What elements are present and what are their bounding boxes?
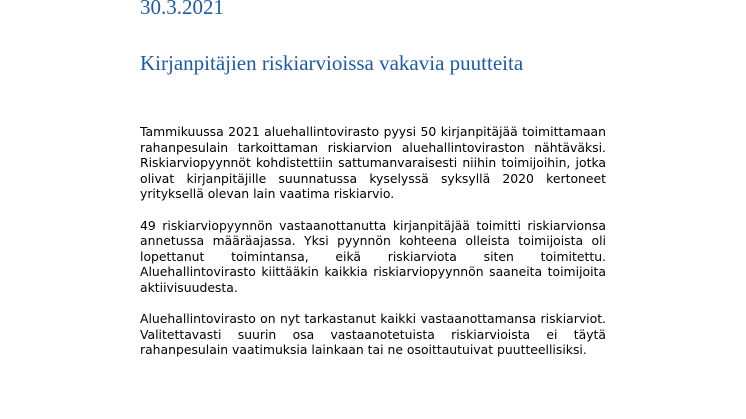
paragraph: Tammikuussa 2021 aluehallintovirasto pyysi 50 kirjanpitäjää toimittamaan rahanpesulain tarkoittaman riskiarvion aluehallintoviraston nähtäväksi. Riskiarviopyynnöt kohdistettiin sattumanvaraisesti niihin toimijoihin, jotka olivat kirjanpitäjille suunnatussa kyselyssä syksyllä 2020 kertoneet yrityksellä olevan lain vaatima riskiarvio. bbox=[140, 124, 606, 202]
article-body bbox=[140, 124, 606, 374]
paragraph: Aluehallintovirasto on nyt tarkastanut kaikki vastaanottamansa riskiarviot. Valitettavasti suurin osa vastaanotetuista riskiarvioista ei täytä rahanpesulain vaatimuksia lainkaan tai ne osoittautuivat puutteellisiksi. bbox=[140, 311, 606, 358]
paragraph: 49 riskiarviopyynnön vastaanottanutta kirjanpitäjää toimitti riskiarvionsa annetussa määräajassa. Yksi pyynnön kohteena olleista toimijoista oli lopettanut toimintansa, eikä riskiarviota siten toimitettu. Aluehallintovirasto kiittääkin kaikkia riskiarviopyynnön saaneita toimijoita aktiivisuudesta. bbox=[140, 217, 606, 295]
publish-date: 30.3.2021 bbox=[140, 0, 224, 19]
article-title: Kirjanpitäjien riskiarvioissa vakavia puutteita bbox=[140, 51, 524, 75]
